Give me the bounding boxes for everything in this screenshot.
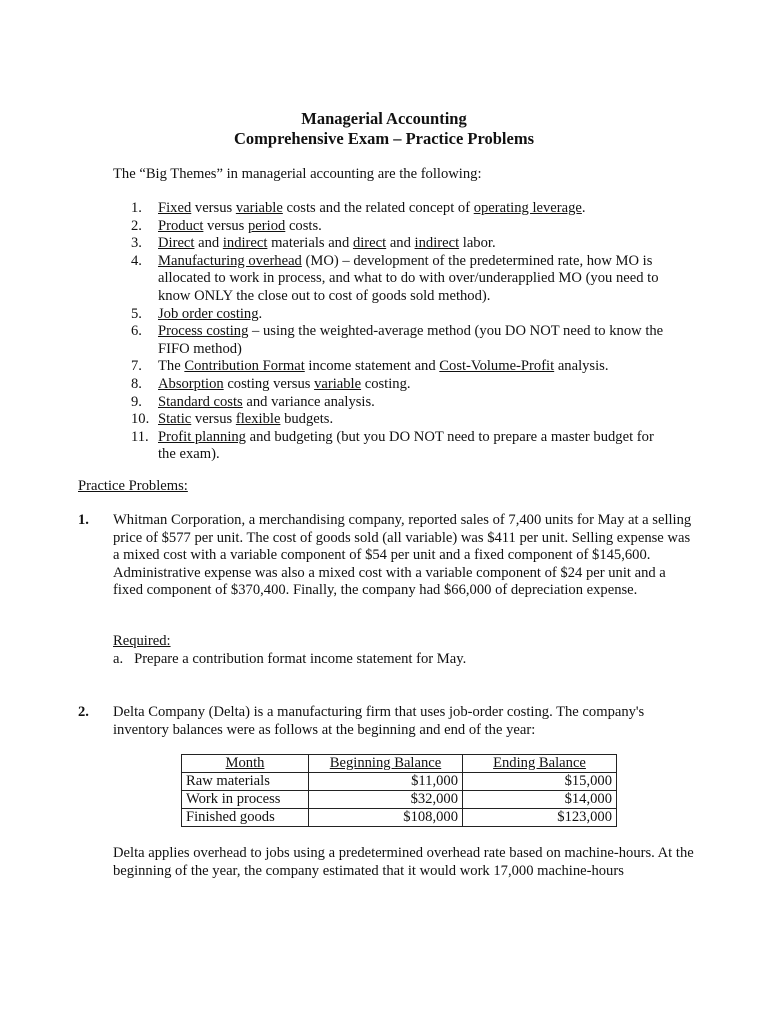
row-label: Work in process	[182, 791, 309, 809]
problem-1-text: Whitman Corporation, a merchandising company, reported sales of 7,400 units for May at a selling price of $577 per unit. The cost of goods sold (all variable) was $411 per unit. Selling expense was a mixed cost with a variable component of $54 per unit and a fixed component of $145,600. Administrative expense was also a mixed cost with a variable component of $24 per unit and a fixed component of $370,400. Finally, the company had $66,000 of depreciation expense.	[113, 512, 692, 599]
theme-number: 1.	[131, 200, 142, 216]
title-line-2: Comprehensive Exam – Practice Problems	[234, 129, 534, 148]
theme-item	[131, 253, 691, 306]
theme-number: 7.	[131, 358, 142, 375]
theme-number: 5.	[131, 305, 142, 322]
required-item-a: a. Prepare a contribution format income statement for May.	[113, 651, 467, 667]
problem-1-number: 1.	[78, 512, 89, 528]
beginning-balance-cell: $11,000	[309, 773, 463, 791]
theme-number: 6.	[131, 323, 142, 340]
theme-number: 3.	[131, 235, 142, 252]
row-label: Finished goods	[182, 809, 309, 827]
theme-text: Profit planning and budgeting (but you DO NOT need to prepare a master budget for the exam).	[158, 428, 654, 463]
beginning-balance-cell: $108,000	[309, 809, 463, 827]
theme-text: Static versus flexible budgets.	[158, 411, 334, 428]
theme-item	[131, 218, 691, 236]
inventory-balances-table	[181, 754, 617, 827]
theme-item	[131, 200, 691, 218]
ending-balance-cell: $15,000	[463, 773, 617, 791]
theme-number: 8.	[131, 375, 142, 392]
table-row	[182, 791, 617, 809]
theme-text: Process costing – using the weighted-average method (you DO NOT need to know the FIFO method)	[158, 323, 664, 357]
theme-text: Direct and indirect materials and direct and indirect labor.	[158, 235, 496, 252]
table-header-row	[182, 755, 617, 773]
theme-text: Absorption costing versus variable costing.	[158, 375, 411, 392]
ending-balance-cell: $14,000	[463, 791, 617, 809]
table-row	[182, 773, 617, 791]
title-line-1: Managerial Accounting	[301, 109, 467, 128]
problem-2-number: 2.	[78, 704, 89, 720]
theme-item	[131, 411, 691, 429]
theme-number: 10.	[131, 411, 150, 428]
column-header-ending-balance: Ending Balance	[463, 755, 617, 773]
theme-text: Fixed versus variable costs and the related concept of operating leverage.	[158, 200, 586, 216]
practice-problems-heading: Practice Problems:	[78, 478, 188, 494]
big-themes-list	[131, 200, 691, 464]
theme-text: Standard costs and variance analysis.	[158, 393, 375, 410]
column-header-beginning-balance: Beginning Balance	[309, 755, 463, 773]
theme-item	[131, 376, 691, 394]
theme-number: 2.	[131, 217, 142, 234]
theme-number: 9.	[131, 393, 142, 410]
theme-item	[131, 323, 691, 358]
row-label: Raw materials	[182, 773, 309, 791]
required-label: Required:	[113, 633, 171, 649]
theme-text: Job order costing.	[158, 305, 263, 322]
table-row	[182, 809, 617, 827]
ending-balance-cell: $123,000	[463, 809, 617, 827]
column-header-month: Month	[182, 755, 309, 773]
theme-item	[131, 394, 691, 412]
problem-2-text: Delta Company (Delta) is a manufacturing firm that uses job-order costing. The company's inventory balances were as follows at the beginning and end of the year:	[113, 704, 645, 738]
theme-number: 11.	[131, 428, 149, 445]
theme-text: Manufacturing overhead (MO) – development of the predetermined rate, how MO is allocated to work in process, and what to do with over/underapplied MO (you need to know ONLY the close out to cost of goods sold method).	[158, 252, 659, 304]
intro-text: The “Big Themes” in managerial accounting are the following:	[113, 166, 482, 182]
problem-2-continued-text: Delta applies overhead to jobs using a predetermined overhead rate based on machine-hours. At the beginning of the year, the company estimated that it would work 17,000 machine-hours	[113, 845, 694, 879]
beginning-balance-cell: $32,000	[309, 791, 463, 809]
theme-item	[131, 358, 691, 376]
theme-text: The Contribution Format income statement and Cost-Volume-Profit analysis.	[158, 358, 609, 375]
theme-number: 4.	[131, 252, 142, 269]
theme-item	[131, 429, 691, 464]
theme-item	[131, 306, 691, 324]
theme-item	[131, 235, 691, 253]
theme-text: Product versus period costs.	[158, 217, 322, 234]
